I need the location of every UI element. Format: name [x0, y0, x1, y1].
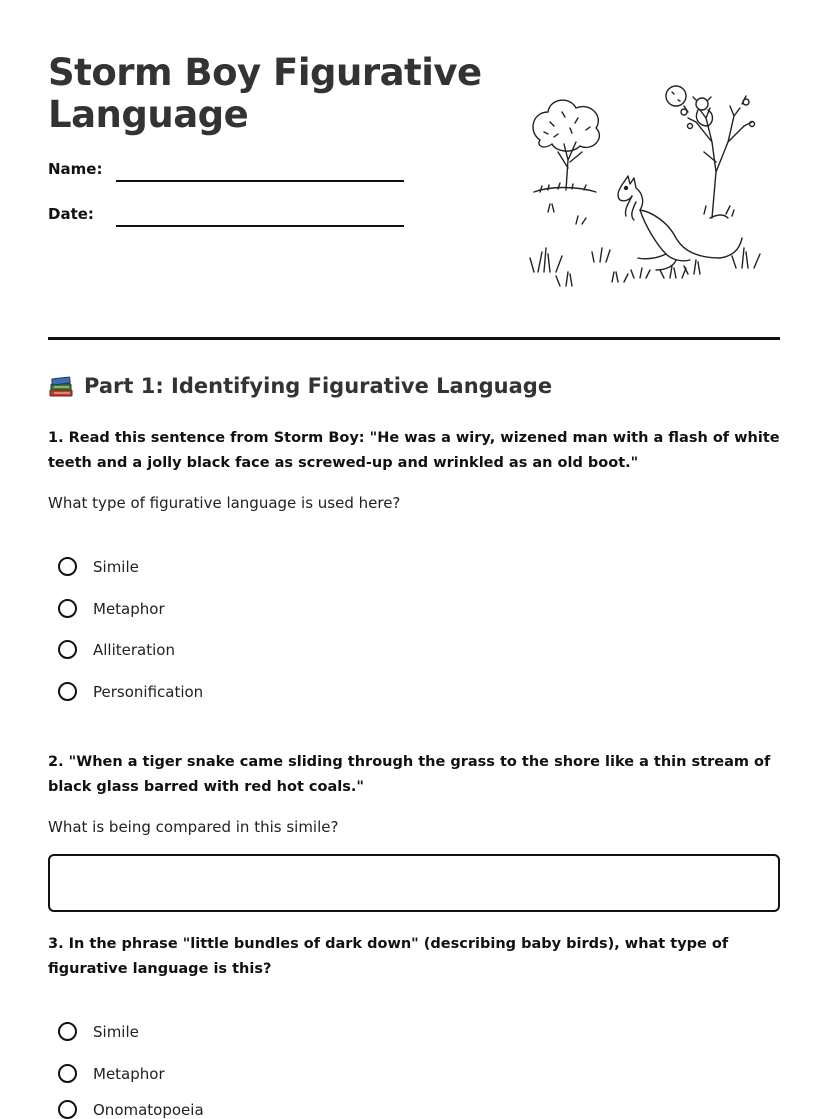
question-2-prompt: What is being compared in this simile? — [48, 818, 339, 836]
kangaroo-bush-scene-illustration — [520, 82, 770, 302]
q1-option-metaphor[interactable] — [58, 599, 165, 618]
option-label: Onomatopoeia — [93, 1100, 204, 1119]
radio-button[interactable] — [58, 557, 77, 576]
name-line[interactable] — [116, 180, 404, 182]
option-label: Personification — [93, 682, 204, 701]
radio-button[interactable] — [58, 682, 77, 701]
option-label: Simile — [93, 557, 139, 576]
option-label: Metaphor — [93, 1064, 165, 1083]
option-label: Alliteration — [93, 640, 175, 659]
question-2-text: 2. "When a tiger snake came sliding through the grass to the shore like a thin stream of black glass barred with red hot coals." — [48, 754, 771, 795]
radio-button[interactable] — [58, 640, 77, 659]
q3-option-onomatopoeia[interactable] — [58, 1100, 204, 1119]
option-label: Metaphor — [93, 599, 165, 618]
radio-button[interactable] — [58, 599, 77, 618]
q1-option-simile[interactable] — [58, 557, 139, 576]
radio-button[interactable] — [58, 1022, 77, 1041]
radio-button[interactable] — [58, 1100, 77, 1119]
part1-heading — [48, 374, 552, 398]
radio-button[interactable] — [58, 1064, 77, 1083]
name-label: Name: — [48, 160, 103, 178]
question-1-prompt: What type of figurative language is used here? — [48, 494, 401, 512]
q3-option-metaphor[interactable] — [58, 1064, 165, 1083]
question-2-answer-field[interactable] — [48, 854, 780, 912]
part1-heading-text: Part 1: Identifying Figurative Language — [84, 374, 553, 398]
q1-option-alliteration[interactable] — [58, 640, 175, 659]
date-line[interactable] — [116, 225, 404, 227]
option-label: Simile — [93, 1022, 139, 1041]
question-3-text: 3. In the phrase "little bundles of dark down" (describing baby birds), what type of figurative language is this? — [48, 936, 729, 977]
worksheet-title: Storm Boy Figurative Language — [48, 51, 482, 136]
q1-option-personification[interactable] — [58, 682, 203, 701]
q3-option-simile[interactable] — [58, 1022, 139, 1041]
section-divider — [48, 337, 780, 340]
question-1-text: 1. Read this sentence from Storm Boy: "He was a wiry, wizened man with a flash of white teeth and a jolly black face as screwed-up and wrinkled as an old boot." — [48, 430, 780, 471]
date-label: Date: — [48, 205, 94, 223]
books-icon — [48, 374, 74, 398]
